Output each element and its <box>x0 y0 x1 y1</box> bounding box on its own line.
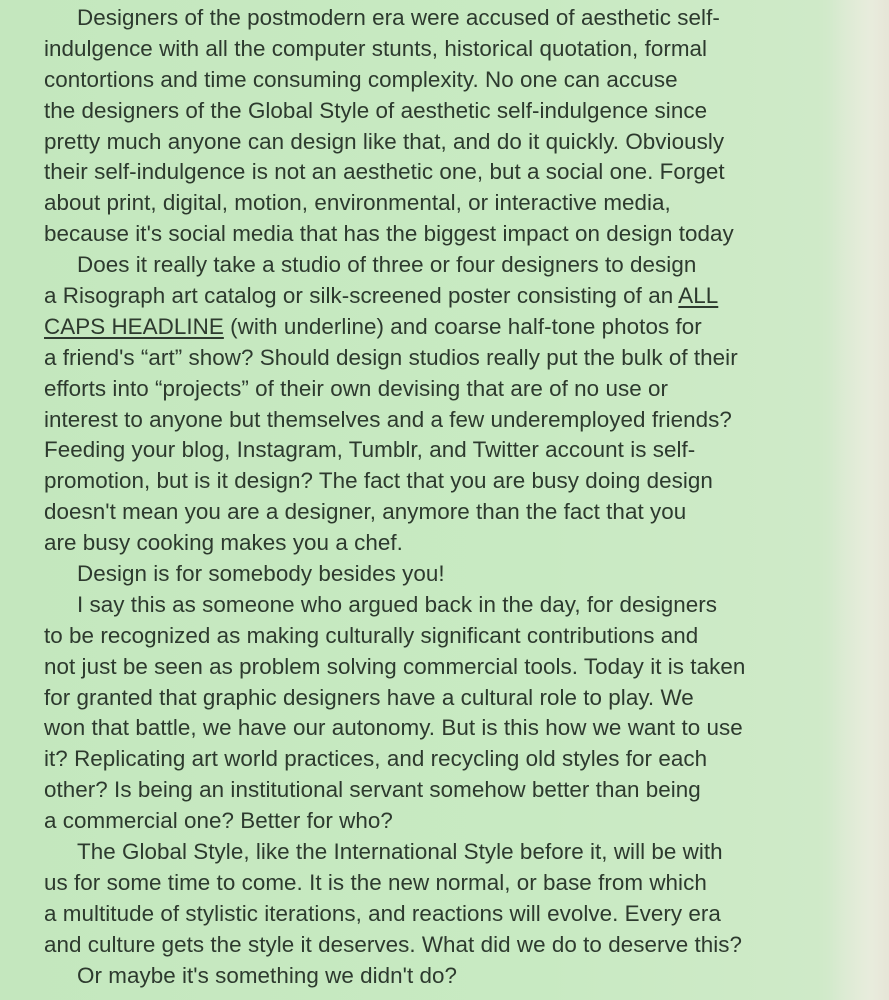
text-line: indulgence with all the computer stunts, historical quotation, formal <box>44 35 708 61</box>
text-line: because it's social media that has the biggest impact on design today <box>44 221 734 247</box>
text-line: I say this as someone who argued back in the day, for designers <box>77 591 717 617</box>
text-line: contortions and time consuming complexity. No one can accuse <box>44 66 678 92</box>
text-line: about print, digital, motion, environmental, or interactive media, <box>44 190 671 216</box>
text-span: a Risograph art catalog or silk-screened poster consisting of an <box>44 283 679 309</box>
text-line: for granted that graphic designers have a cultural role to play. We <box>44 684 694 710</box>
text-line: Design is for somebody besides you! <box>77 561 445 587</box>
text-line: us for some time to come. It is the new normal, or base from which <box>44 869 707 895</box>
text-line: Designers of the postmodern era were accused of aesthetic self- <box>77 5 720 30</box>
text-line: Or maybe it's something we didn't do? <box>77 962 458 988</box>
text-line: it? Replicating art world practices, and recycling old styles for each <box>44 746 708 772</box>
text-line <box>44 312 889 343</box>
underlined-text: CAPS HEADLINE <box>44 313 224 339</box>
text-line: won that battle, we have our autonomy. But is this how we want to use <box>44 715 743 741</box>
body-text <box>44 3 889 992</box>
text-line: doesn't mean you are a designer, anymore than the fact that you <box>44 499 687 525</box>
text-line: to be recognized as making culturally significant contributions and <box>44 622 699 648</box>
text-line: pretty much anyone can design like that, and do it quickly. Obviously <box>44 128 725 154</box>
text-line: a multitude of stylistic iterations, and reactions will evolve. Every era <box>44 900 721 926</box>
text-line: Feeding your blog, Instagram, Tumblr, and Twitter account is self- <box>44 437 696 463</box>
text-line <box>44 281 889 312</box>
text-span: (with underline) and coarse half-tone photos for <box>223 313 702 339</box>
text-line: other? Is being an institutional servant somehow better than being <box>44 777 701 803</box>
text-line: interest to anyone but themselves and a few underemployed friends? <box>44 406 732 432</box>
text-line: a friend's “art” show? Should design studios really put the bulk of their <box>44 344 738 370</box>
text-line: efforts into “projects” of their own devising that are of no use or <box>44 375 668 401</box>
text-line: their self-indulgence is not an aesthetic one, but a social one. Forget <box>44 159 725 185</box>
text-line: Does it really take a studio of three or four designers to design <box>77 252 697 278</box>
text-line: The Global Style, like the International Style before it, will be with <box>77 839 723 865</box>
underlined-text: ALL <box>678 283 719 309</box>
text-line: promotion, but is it design? The fact that you are busy doing design <box>44 468 713 494</box>
text-line: not just be seen as problem solving commercial tools. Today it is taken <box>44 653 746 679</box>
text-line: are busy cooking makes you a chef. <box>44 530 403 556</box>
text-line: and culture gets the style it deserves. What did we do to deserve this? <box>44 931 743 957</box>
text-line: a commercial one? Better for who? <box>44 808 393 834</box>
text-line: the designers of the Global Style of aesthetic self-indulgence since <box>44 97 708 123</box>
